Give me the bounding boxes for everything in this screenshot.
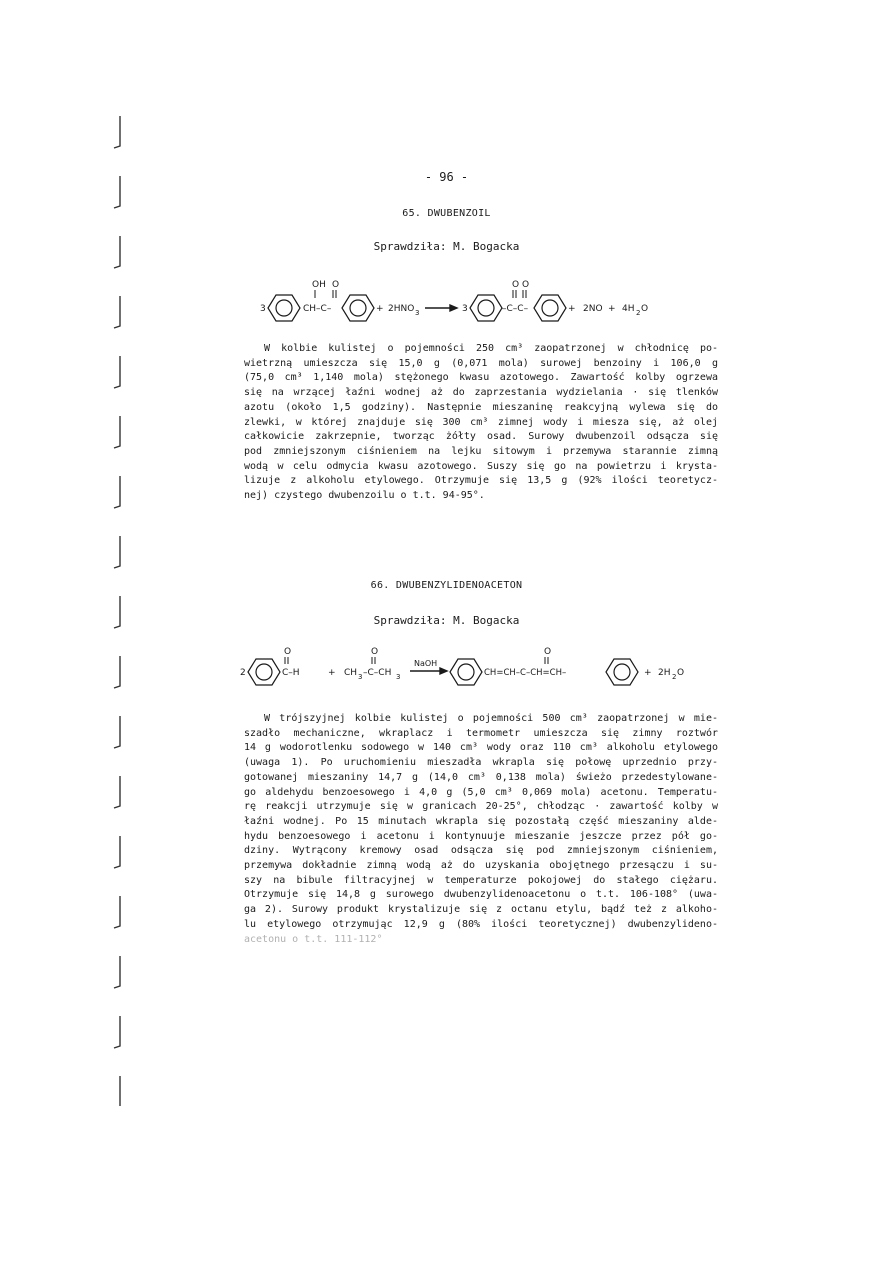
paragraph-line: nej) czystego dwubenzoilu o t.t. 94-95°. — [244, 490, 485, 502]
rx65-plus-2: + — [568, 304, 576, 314]
rx66-coef-1: 2 — [240, 668, 246, 678]
reaction-arrow-icon — [425, 305, 457, 311]
rx66-reagent-1: CH — [344, 668, 358, 678]
reaction-equation-66 — [240, 638, 720, 698]
rx66-plus-2: + — [644, 668, 652, 678]
paragraph-line: go aldehydu benzoesowego i 4,0 g (5,0 cm³ 0,069 mola) acetonu. Temperatu- — [244, 786, 718, 798]
paragraph-line: ga 2). Surowy produkt krystalizuje się z octanu etylu, bądź też z alkoho- — [244, 904, 718, 916]
rx66-reagent-1-sub: 3 — [358, 673, 363, 681]
paragraph-line: hydu benzoesowego i acetonu i kontynuuje mieszanie jeszcze przez pół go- — [244, 830, 718, 842]
paragraph-line: wodą w celu odmycia kwasu azotowego. Suszy się go na powietrzu i krysta- — [244, 460, 718, 472]
paragraph-line: gotowanej mieszaniny 14,7 g (14,0 cm³ 0,138 mola) świeżo przedestylowane- — [244, 771, 718, 783]
paragraph-line: się na wrzącej łaźni wodnej aż do zaprzestania wydzielania · się tlenków — [244, 387, 718, 399]
paragraph-line: W kolbie kulistej o pojemności 250 cm³ zaopatrzonej w chłodnicę po- — [264, 343, 718, 354]
section-65-paragraph — [244, 342, 718, 504]
rx66-chain-1: C–H — [282, 668, 300, 678]
rx65-plus-1: + — [376, 304, 384, 314]
rx65-plus-3: + — [608, 304, 616, 314]
paragraph-line: szy na bibule filtracyjnej w temperaturze pokojowej do stałego ciężaru. — [244, 874, 718, 886]
rx66-product-2: 2H — [658, 668, 671, 678]
rx66-o-label-2: O — [371, 647, 379, 657]
paragraph-line: Otrzymuje się 14,8 g surowego dwubenzylidenoacetonu o t.t. 106-108° (uwa- — [244, 889, 718, 901]
rx65-coef-2: 3 — [462, 304, 468, 314]
paragraph-line: lu etylowego otrzymując 12,9 g (80% ilości teoretycznej) dwubenzylideno- — [244, 918, 718, 930]
rx65-reagent-1: 2HNO — [388, 304, 415, 314]
rx65-o-label-3: O — [522, 280, 530, 290]
rx66-arrow-label: NaOH — [414, 659, 438, 668]
paragraph-line: azotu (około 1,5 godziny). Następnie mieszaninę reakcyjną wylewa się do — [244, 401, 718, 413]
rx66-reagent-1-sub2: 3 — [396, 673, 401, 681]
rx66-product-2-sub: 2 — [672, 673, 677, 681]
paragraph-line: wietrzną umieszcza się 15,0 g (0,071 mola) surowej benzoiny i 106,0 g — [244, 357, 718, 369]
benzene-ring-icon — [342, 295, 374, 321]
section-66-heading: 66. DWUBENZYLIDENOACETON — [370, 580, 523, 591]
paragraph-line: zlewki, w której znajduje się 300 cm³ zimnej wody i miesza się, aż olej — [244, 416, 718, 428]
benzene-ring-icon — [248, 659, 280, 685]
paragraph-line: dziny. Wytrącony kremowy osad odsącza się pod zmniejszonym ciśnieniem, — [244, 845, 718, 857]
rx66-o-label-3: O — [544, 647, 552, 657]
paragraph-line: rę reakcji utrzymuje się w granicach 20-25°, chłodząc · zawartość kolby w — [244, 801, 718, 813]
paragraph-line: pod zmniejszonym ciśnieniem na lejku sitowym i przemywa starannie zimną — [244, 445, 718, 457]
section-66-paragraph — [244, 712, 718, 947]
rx65-product-3-sub: 2 — [636, 309, 641, 317]
paragraph-line: szadło mechaniczne, wkraplacz i termometr umieszcza się zimny roztwór — [244, 727, 718, 739]
section-65-heading: 65. DWUBENZOIL — [402, 208, 491, 219]
benzene-ring-icon — [606, 659, 638, 685]
reaction-equation-65 — [240, 276, 720, 336]
benzene-ring-icon — [534, 295, 566, 321]
page-number: - 96 - — [424, 170, 469, 184]
binding-marks — [100, 100, 160, 1120]
paragraph-line: lizuje z alkoholu etylowego. Otrzymuje się 13,5 g (92% ilości teoretycz- — [244, 475, 718, 487]
paragraph-line: całkowicie zakrzepnie, tworząc żółty osad. Surowy dwubenzoil odsącza się — [244, 431, 718, 443]
benzene-ring-icon — [470, 295, 502, 321]
rx65-coef-1: 3 — [260, 304, 266, 314]
rx66-product-2-tail: O — [677, 668, 685, 678]
reaction-arrow-icon — [410, 668, 447, 674]
paragraph-line: łaźni wodnej. Po 15 minutach wkrapla się pozostałą część mieszaniny alde- — [244, 815, 718, 827]
rx65-product-2: 2NO — [583, 304, 603, 314]
benzene-ring-icon — [268, 295, 300, 321]
rx65-product-3-tail: O — [641, 304, 649, 314]
paragraph-line: przemywa dokładnie zimną wodą aż do uzyskania obojętnego przesączu i su- — [244, 860, 718, 872]
section-66-author: Sprawdziła: M. Bogacka — [373, 614, 520, 627]
rx66-chain-2: CH=CH–C–CH=CH– — [484, 668, 567, 678]
rx65-oh-label: OH — [312, 280, 326, 290]
rx65-reagent-1-sub: 3 — [415, 309, 420, 317]
paragraph-line: W trójszyjnej kolbie kulistej o pojemności 500 cm³ zaopatrzonej w mie- — [264, 713, 718, 724]
rx66-o-label-1: O — [284, 647, 292, 657]
paragraph-line: (75,0 cm³ 1,140 mola) stężonego kwasu azotowego. Zawartość kolby ogrzewa — [244, 372, 718, 384]
rx66-reagent-1-mid: –C–CH — [363, 668, 392, 678]
rx66-plus-1: + — [328, 668, 336, 678]
rx65-product-3: 4H — [622, 304, 635, 314]
rx65-chain-1: CH–C– — [303, 304, 332, 314]
paragraph-line: (uwaga 1). Po uruchomieniu mieszadła wkrapla się połowę uprzednio przy- — [244, 757, 718, 769]
section-65-author: Sprawdziła: M. Bogacka — [373, 240, 520, 253]
paragraph-line: acetonu o t.t. 111-112° — [244, 933, 383, 945]
rx65-chain-2: –C–C– — [502, 304, 529, 314]
paragraph-line: 14 g wodorotlenku sodowego w 140 cm³ wody oraz 110 cm³ alkoholu etylowego — [244, 742, 718, 754]
rx65-o-label-1: O — [332, 280, 340, 290]
rx65-o-label-2: O — [512, 280, 520, 290]
benzene-ring-icon — [450, 659, 482, 685]
